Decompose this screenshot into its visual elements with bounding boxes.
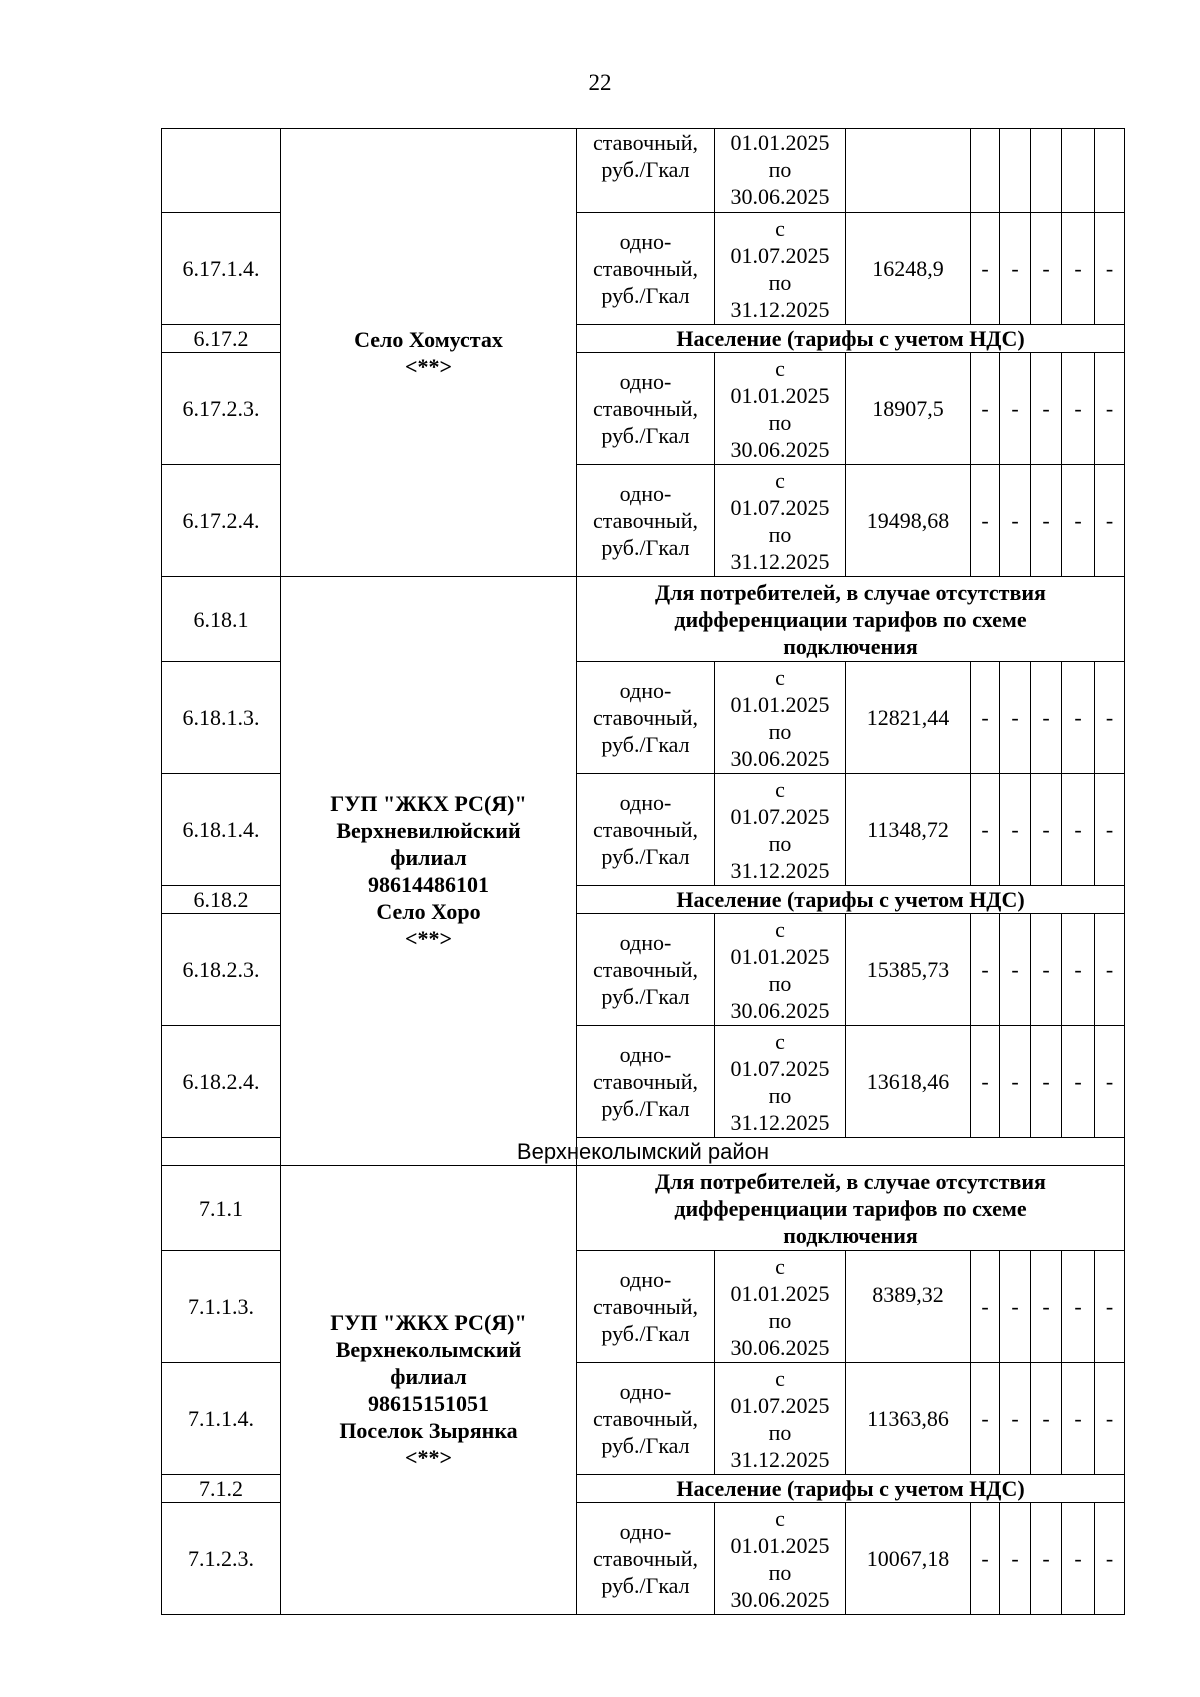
row-code [162,129,281,213]
dash-cell: - [1062,465,1095,577]
tariff-type: одно- ставочный, руб./Гкал [577,1503,715,1615]
row-code: 6.18.2.4. [162,1026,281,1138]
tariff-value: 16248,9 [846,213,971,325]
tariff-value: 19498,68 [846,465,971,577]
dash-cell: - [1095,1503,1125,1615]
period: с 01.07.2025 по 31.12.2025 [715,1026,846,1138]
dash-cell: - [971,353,1000,465]
tariff-table [161,128,1125,1615]
page-number: 22 [588,70,612,95]
tariff-value: 8389,32 [846,1251,971,1363]
section-title: Население (тарифы с учетом НДС) [577,325,1125,353]
dash-cell: - [1031,353,1062,465]
tariff-type: одно- ставочный, руб./Гкал [577,465,715,577]
dash-cell: - [1031,1503,1062,1615]
tariff-value [846,129,971,213]
row-code: 6.17.2 [162,325,281,353]
dash-cell: - [1095,774,1125,886]
dash-cell: - [1000,1251,1031,1363]
row-code: 6.18.2 [162,886,281,914]
dash-cell: - [1000,1026,1031,1138]
row-code: 7.1.2 [162,1475,281,1503]
dash-cell: - [1000,1363,1031,1475]
dash-cell: - [1031,662,1062,774]
period: с 01.01.2025 по 30.06.2025 [715,1503,846,1615]
section-title: Для потребителей, в случае отсутствия дифференциации тарифов по схеме подключения [577,1166,1125,1251]
tariff-type: одно- ставочный, руб./Гкал [577,1026,715,1138]
organization-cell: Село Хомустах <**> [281,129,577,577]
dash-cell: - [1031,1026,1062,1138]
dash-cell: - [1095,1363,1125,1475]
period: с 01.07.2025 по 31.12.2025 [715,774,846,886]
tariff-value: 10067,18 [846,1503,971,1615]
section-row [162,1166,1125,1251]
organization-cell: ГУП "ЖКХ РС(Я)" Верхневилюйский филиал 98614486101 Село Хоро <**> [281,577,577,1166]
row-code: 7.1.1 [162,1166,281,1251]
row-code: 7.1.1.3. [162,1251,281,1363]
dash-cell: - [1031,213,1062,325]
row-code: 6.17.1.4. [162,213,281,325]
district-row [162,1138,1125,1166]
dash-cell: - [1062,774,1095,886]
dash-cell: - [1095,353,1125,465]
period: 01.01.2025 по 30.06.2025 [715,129,846,213]
dash-cell: - [1095,662,1125,774]
dash-cell: - [971,1363,1000,1475]
dash-cell: - [1000,774,1031,886]
dash-cell: - [1031,1251,1062,1363]
tariff-value: 15385,73 [846,914,971,1026]
dash-cell: - [971,1026,1000,1138]
dash-cell: - [1031,914,1062,1026]
empty-cell [971,129,1000,213]
dash-cell: - [1062,1026,1095,1138]
dash-cell: - [1095,914,1125,1026]
section-title: Население (тарифы с учетом НДС) [577,886,1125,914]
empty-cell [1031,129,1062,213]
dash-cell: - [1062,662,1095,774]
tariff-value: 12821,44 [846,662,971,774]
dash-cell: - [971,1503,1000,1615]
dash-cell: - [1062,213,1095,325]
dash-cell: - [1095,465,1125,577]
dash-cell: - [1095,1251,1125,1363]
tariff-value: 11348,72 [846,774,971,886]
dash-cell: - [1000,1503,1031,1615]
row-code: 6.18.1.3. [162,662,281,774]
dash-cell: - [1000,465,1031,577]
row-code: 6.17.2.3. [162,353,281,465]
dash-cell: - [1062,1503,1095,1615]
dash-cell: - [971,662,1000,774]
dash-cell: - [1062,914,1095,1026]
tariff-type: одно- ставочный, руб./Гкал [577,1251,715,1363]
empty-cell [1062,129,1095,213]
dash-cell: - [1062,1251,1095,1363]
dash-cell: - [1031,1363,1062,1475]
dash-cell: - [1095,213,1125,325]
row-code: 6.18.2.3. [162,914,281,1026]
dash-cell: - [1062,1363,1095,1475]
tariff-type: одно- ставочный, руб./Гкал [577,353,715,465]
section-title: Население (тарифы с учетом НДС) [577,1475,1125,1503]
tariff-type: одно- ставочный, руб./Гкал [577,774,715,886]
period: с 01.07.2025 по 31.12.2025 [715,1363,846,1475]
period: с 01.07.2025 по 31.12.2025 [715,465,846,577]
district-title: Верхнеколымский район [162,1138,1125,1166]
dash-cell: - [1062,353,1095,465]
tariff-value: 13618,46 [846,1026,971,1138]
row-code: 6.18.1.4. [162,774,281,886]
dash-cell: - [1000,353,1031,465]
tariff-type: одно- ставочный, руб./Гкал [577,914,715,1026]
table-row [162,129,1125,213]
dash-cell: - [971,914,1000,1026]
section-title: Для потребителей, в случае отсутствия дифференциации тарифов по схеме подключения [577,577,1125,662]
dash-cell: - [971,465,1000,577]
tariff-value: 18907,5 [846,353,971,465]
tariff-type: одно- ставочный, руб./Гкал [577,213,715,325]
dash-cell: - [1000,914,1031,1026]
dash-cell: - [1000,213,1031,325]
period: с 01.01.2025 по 30.06.2025 [715,353,846,465]
row-code: 7.1.1.4. [162,1363,281,1475]
empty-cell [1000,129,1031,213]
empty-cell [1095,129,1125,213]
tariff-type: ставочный, руб./Гкал [577,129,715,213]
tariff-type: одно- ставочный, руб./Гкал [577,662,715,774]
dash-cell: - [1095,1026,1125,1138]
period: с 01.01.2025 по 30.06.2025 [715,1251,846,1363]
dash-cell: - [1031,465,1062,577]
period: с 01.07.2025 по 31.12.2025 [715,213,846,325]
dash-cell: - [971,774,1000,886]
period: с 01.01.2025 по 30.06.2025 [715,662,846,774]
tariff-type: одно- ставочный, руб./Гкал [577,1363,715,1475]
row-code: 7.1.2.3. [162,1503,281,1615]
dash-cell: - [1000,662,1031,774]
dash-cell: - [971,1251,1000,1363]
dash-cell: - [1031,774,1062,886]
section-row [162,577,1125,662]
organization-cell: ГУП "ЖКХ РС(Я)" Верхнеколымский филиал 98615151051 Поселок Зырянка <**> [281,1166,577,1615]
row-code: 6.18.1 [162,577,281,662]
period: с 01.01.2025 по 30.06.2025 [715,914,846,1026]
tariff-value: 11363,86 [846,1363,971,1475]
dash-cell: - [971,213,1000,325]
row-code: 6.17.2.4. [162,465,281,577]
